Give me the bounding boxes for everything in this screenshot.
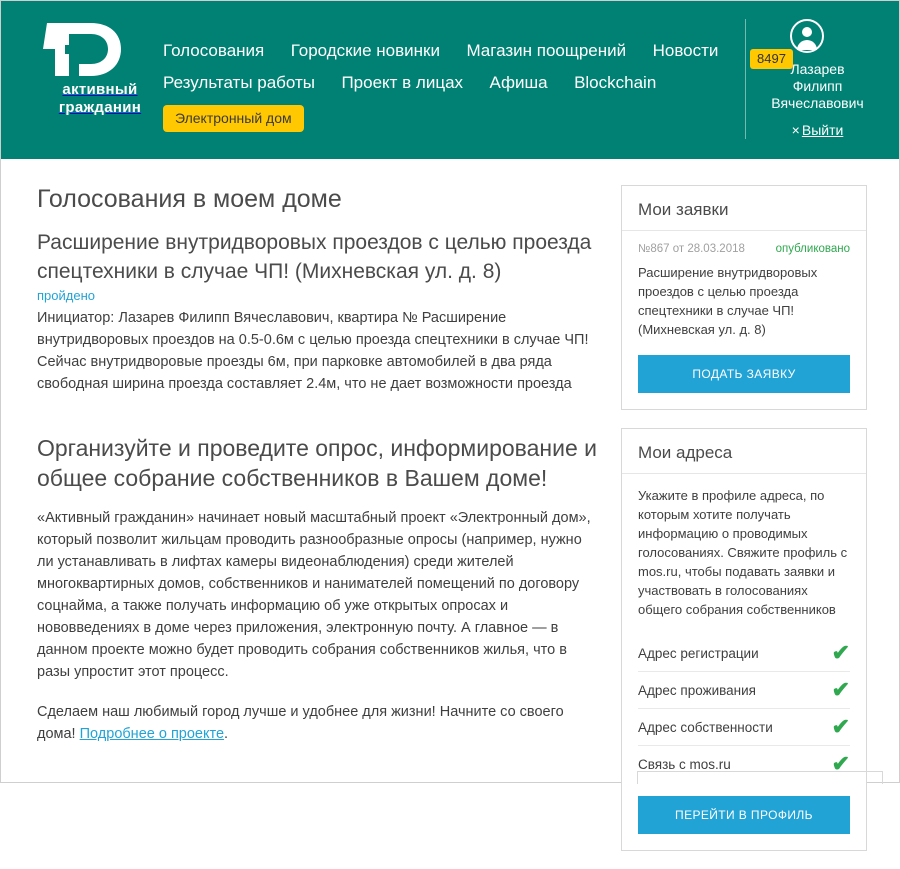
user-name-last: Лазарев xyxy=(790,61,845,77)
nav-item-work-results[interactable]: Результаты работы xyxy=(163,73,315,92)
nav-item-electronic-house[interactable]: Электронный дом xyxy=(163,105,304,132)
check-icon: ✔ xyxy=(831,640,850,665)
logo-text: активный гражданин xyxy=(58,81,142,116)
user-name-patronymic: Вячеславович xyxy=(771,95,864,111)
nav-item-project-faces[interactable]: Проект в лицах xyxy=(341,73,464,92)
addresses-list xyxy=(638,635,850,782)
check-icon: ✔ xyxy=(831,677,850,702)
my-addresses-body xyxy=(622,474,866,850)
list-item[interactable] xyxy=(638,672,850,709)
request-meta xyxy=(638,243,850,255)
nav-item-city-news[interactable]: Городские новинки xyxy=(290,41,440,60)
sidebar-next-card-stub xyxy=(637,771,883,784)
promo-paragraph-2 xyxy=(37,701,597,745)
avatar-head-shape xyxy=(802,27,812,37)
nav-item-votes[interactable]: Голосования xyxy=(163,41,265,60)
my-requests-card xyxy=(621,185,867,410)
list-item[interactable] xyxy=(638,709,850,746)
nav-item-rewards-shop[interactable]: Магазин поощрений xyxy=(466,41,627,60)
nav-item-news[interactable]: Новости xyxy=(652,41,719,60)
promo-paragraph-1: «Активный гражданин» начинает новый масштабный проект «Электронный дом», который позволит жильцам проводить разнообразные опросы (например, нужно ли устанавливать в лифтах камеры видеонаблюдения) среди жителей многоквартирных домов, собственников и нанимателей помещений по договору соцнайма, а также получать информацию об уже открытых опросах и нововведениях в доме через приложения, электронную почту. А главное — в данном проекте можно будет проводить собрания собственников жилья, что в разы упростит этот процесс. xyxy=(37,510,591,680)
my-addresses-card xyxy=(621,428,867,851)
list-item[interactable] xyxy=(638,635,850,672)
site-header xyxy=(1,1,899,159)
my-requests-body xyxy=(622,231,866,409)
avatar[interactable] xyxy=(790,19,824,53)
main-column xyxy=(37,185,597,869)
nav-row-1 xyxy=(163,35,753,67)
request-name[interactable]: Расширение внутридворовых проездов с целью проезда спецтехники в случае ЧП! (Михневская ул. д. 8) xyxy=(638,265,818,337)
user-name-first: Филипп xyxy=(792,78,843,94)
address-label-residence: Адрес проживания xyxy=(638,682,756,698)
nav-item-afisha[interactable]: Афиша xyxy=(489,73,548,92)
logo-icon xyxy=(39,19,161,81)
close-icon: × xyxy=(791,122,800,138)
logout-row xyxy=(758,122,877,138)
nav-item-blockchain[interactable]: Blockchain xyxy=(574,73,657,92)
avatar-body-shape xyxy=(797,40,817,50)
logout-link[interactable]: Выйти xyxy=(801,122,844,138)
request-status: опубликовано xyxy=(775,243,850,255)
promo-paragraph-2-end: . xyxy=(224,726,229,742)
promo-title: Организуйте и проведите опрос, информирование и общее собрание собственников в Вашем доме! xyxy=(37,435,597,491)
vote-description: Инициатор: Лазарев Филипп Вячеславович, квартира № Расширение внутридворовых проездов на 0.5-0.6м с целью проезда спецтехники в случае ЧП! Сейчас внутридворовые проезды 6м, при парковке автомобилей в два ряда свободная ширина проезда составляет 2.4м, что не дает возможности проезда xyxy=(37,310,589,392)
user-panel xyxy=(745,19,877,139)
submit-request-button[interactable]: ПОДАТЬ ЗАЯВКУ xyxy=(638,355,850,393)
request-number: №867 от 28.03.2018 xyxy=(638,243,745,255)
page-title: Голосования в моем доме xyxy=(37,185,342,213)
main-navigation xyxy=(163,35,786,132)
vote-title[interactable]: Расширение внутридворовых проездов с целью проезда спецтехники в случае ЧП! (Михневская ул. д. 8) xyxy=(37,231,592,283)
address-label-mosru-link: Связь с mos.ru xyxy=(638,756,731,772)
my-addresses-title: Мои адреса xyxy=(622,429,866,474)
address-label-property: Адрес собственности xyxy=(638,719,773,735)
vote-status-badge: пройдено xyxy=(37,288,95,303)
nav-row-2 xyxy=(163,67,753,99)
nav-row-3 xyxy=(163,99,753,132)
my-requests-title: Мои заявки xyxy=(622,186,866,231)
check-icon: ✔ xyxy=(831,751,850,776)
user-name[interactable] xyxy=(758,61,877,112)
go-to-profile-button[interactable]: ПЕРЕЙТИ В ПРОФИЛЬ xyxy=(638,796,850,834)
logo-link[interactable] xyxy=(39,19,161,117)
points-badge: 8497 xyxy=(750,49,793,69)
address-label-registration: Адрес регистрации xyxy=(638,645,759,661)
sidebar xyxy=(621,185,867,869)
check-icon: ✔ xyxy=(831,714,850,739)
promo-more-link[interactable]: Подробнее о проекте xyxy=(79,726,225,742)
page-content xyxy=(1,159,899,869)
addresses-note: Укажите в профиле адреса, по которым хотите получать информацию о проводимых голосованиях. Свяжите профиль с mos.ru, чтобы подавать заявки и участвовать в голосованиях общего собрания собственников xyxy=(638,488,848,617)
promo-paragraph-2-text: Сделаем наш любимый город лучше и удобнее для жизни! Начните со своего дома! xyxy=(37,704,564,742)
